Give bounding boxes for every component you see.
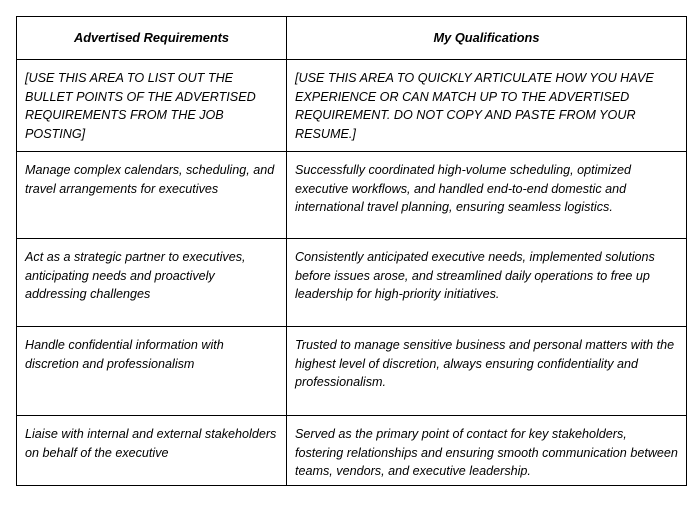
table-row <box>17 327 687 416</box>
header-my-qualifications: My Qualifications <box>287 17 687 60</box>
table-row <box>17 416 687 486</box>
requirement-cell: Handle confidential information with discretion and professionalism <box>17 327 287 416</box>
requirements-table <box>16 16 687 486</box>
qualification-cell: Trusted to manage sensitive business and personal matters with the highest level of discretion, always ensuring confidentiality and professionalism. <box>287 327 687 416</box>
qualification-cell: Consistently anticipated executive needs, implemented solutions before issues arose, and streamlined daily operations to free up leadership for high-priority initiatives. <box>287 239 687 327</box>
qualification-cell: [USE THIS AREA TO QUICKLY ARTICULATE HOW YOU HAVE EXPERIENCE OR CAN MATCH UP TO THE ADVERTISED REQUIREMENT. DO NOT COPY AND PASTE FROM YOUR RESUME.] <box>287 60 687 152</box>
table-header-row <box>17 17 687 60</box>
qualification-cell: Served as the primary point of contact for key stakeholders, fostering relationships and ensuring smooth communication between teams, vendors, and executive leadership. <box>287 416 687 486</box>
header-advertised-requirements: Advertised Requirements <box>17 17 287 60</box>
qualification-cell: Successfully coordinated high-volume scheduling, optimized executive workflows, and handled end-to-end domestic and international travel planning, ensuring seamless logistics. <box>287 152 687 239</box>
requirement-cell: Liaise with internal and external stakeholders on behalf of the executive <box>17 416 287 486</box>
requirement-cell: [USE THIS AREA TO LIST OUT THE BULLET POINTS OF THE ADVERTISED REQUIREMENTS FROM THE JOB POSTING] <box>17 60 287 152</box>
requirement-cell: Manage complex calendars, scheduling, and travel arrangements for executives <box>17 152 287 239</box>
table-row <box>17 239 687 327</box>
table-row <box>17 60 687 152</box>
table-row <box>17 152 687 239</box>
requirement-cell: Act as a strategic partner to executives, anticipating needs and proactively addressing challenges <box>17 239 287 327</box>
